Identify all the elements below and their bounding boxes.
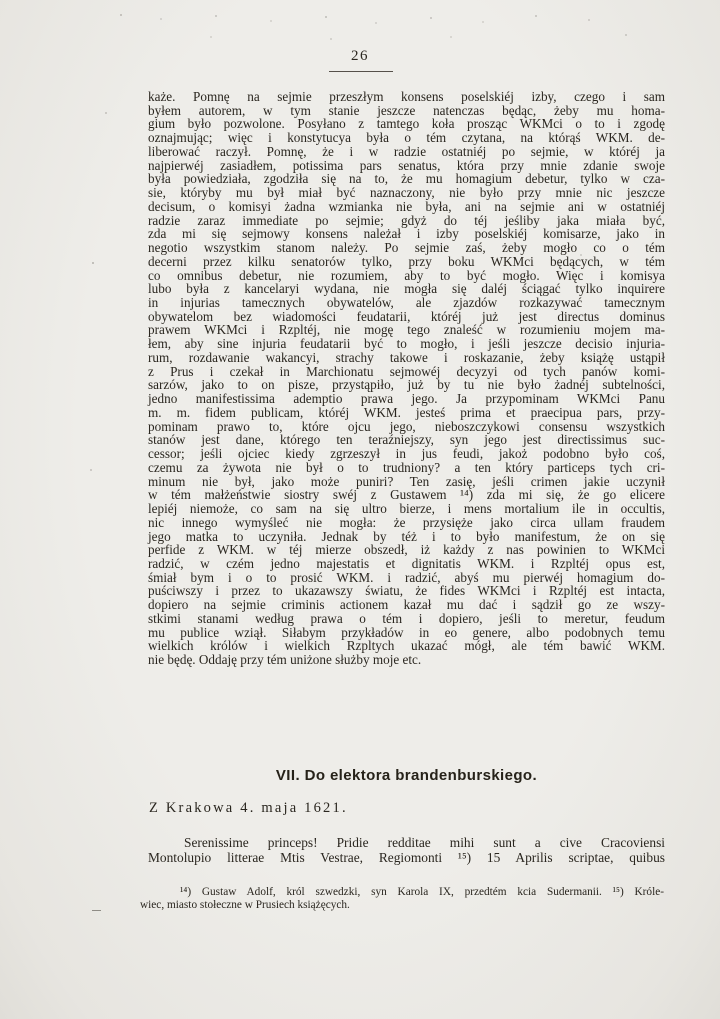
text-line: stkimi stanami według prawa o tém i dopiero, jeśli to meretur, feudum bbox=[148, 610, 665, 626]
text-line: in injurias tamecznych obywatelów, ale zjazdów rozkazywać tamecznym bbox=[148, 295, 665, 311]
text-line: sarzów, jako to on pisze, przystąpiło, już by tu nie było żadnéj subtelności, bbox=[148, 377, 665, 393]
text-line: gium było pozwolone. Posyłano z tamtego koła prosząc WKMci o to i zgodę bbox=[148, 116, 665, 132]
text-line: lepiéj niemoże, co sam na się ultro bierze, i mens mortalium ile in occultis, bbox=[148, 501, 665, 517]
text-line: była powiedziała, zgodziła się na to, że mu homagium debetur, tylko w cza- bbox=[148, 171, 665, 187]
text-line: negotio wszystkim stanom należy. Po sejmie zaś, żeby mogło co o tém bbox=[148, 240, 665, 256]
text-line: nie będę. Oddaję przy tém uniżone służby moje etc. bbox=[148, 652, 422, 668]
text-line: jego matka to uczyniła. Jednak by téż i to było manifestum, że on się bbox=[148, 528, 665, 544]
text-line: Montolupio litterae Mtis Vestrae, Regiomonti ¹⁵) 15 Aprilis scriptae, quibus bbox=[148, 850, 665, 865]
scan-speck-artifacts bbox=[120, 14, 122, 16]
text-line: mu publice wziął. Siłabym przykładów in eo genere, albo podobnych temu bbox=[148, 624, 665, 640]
text-line: prawem WKMci i Rzpltéj, nie mogę tego znaleść w rozumieniu mojem ma- bbox=[148, 322, 665, 338]
footnote-line: wiec, miasto stołeczne w Prusiech książęcych. bbox=[140, 899, 350, 912]
text-line: stanów jest dane, którego ten teraźniejszy, syn jego jest directissimus suc- bbox=[148, 432, 665, 448]
text-line: pominam prawo to, które ojcu jego, nieboszczykowi consensu wszystkich bbox=[148, 418, 665, 434]
text-line: z Prus i czekał in Marchionatu sejmowéj decyzyi od tych panów komi- bbox=[148, 363, 665, 379]
text-line: dopiero na sejmie criminis actionem kazał mu dać i sądził go ze wszy- bbox=[148, 597, 665, 613]
text-line: wielkich królów i wielkich Rzpltych ukazać mógł, ale tém bawić WKM. bbox=[148, 638, 665, 654]
text-line: nic innego wymyśleć nie mogła: że przysięże jako circa ullam fraudem bbox=[148, 514, 665, 530]
text-line: oznajmując; więc i konstytucya była o tém czytana, na którąś WKM. de- bbox=[148, 130, 665, 146]
text-line: m. m. fidem publicam, któréj WKM. jesteś prima et praecipua pars, przy- bbox=[148, 404, 665, 420]
text-line: cessor; jeśli ojciec kiedy zgrzeszył in jus feudi, jakoż podobno było coś, bbox=[148, 446, 665, 462]
text-line: liberować raczył. Pomnę, że i w radzie ostatniéj po sejmie, w któréj ja bbox=[148, 143, 665, 159]
text-line: jedno manifestissima ademptio prawa jego. Ja przypominam WKMci Panu bbox=[148, 391, 665, 407]
text-line: obywatelom bez wiadomości feudatarii, któréj już jest directus dominus bbox=[148, 308, 665, 324]
letter-vi-paragraph bbox=[148, 90, 665, 667]
text-line: perfide z WKM. w téj mierze obszedł, iż każdy z nas powinien to WKMci bbox=[148, 542, 665, 558]
text-line: puściwszy i przez to ukazawszy światu, że fides WKMci i Rzpltéj est intacta, bbox=[148, 583, 665, 599]
text-line: decerni przez kilku senatorów tylko, przy boku WKMci będących, w tém bbox=[148, 253, 665, 269]
dateline: Z Krakowa 4. maja 1621. bbox=[149, 800, 348, 816]
text-line: minum nie był, jako może puniri? Ten zasię, jeśli crimen jakie uczynił bbox=[148, 473, 665, 489]
text-line: w tém małżeństwie siostry swéj z Gustawem ¹⁴) zda mi się, że go elicere bbox=[148, 487, 665, 503]
text-line: radzić, w czém jedno majestatis et dignitatis WKM. i Rzpltéj opus est, bbox=[148, 555, 665, 571]
text-line: łem, aby sine injuria feudatarii być to mogło, i jeśli jeszcze decisio injuria- bbox=[148, 336, 665, 352]
text-line: lubo była z kancelaryi wydana, nie mogła się daléj ściągać tylko inquirere bbox=[148, 281, 665, 297]
text-line: śmiał bym i o to prosić WKM. i radzić, abyś mu pierwéj homagium do- bbox=[148, 569, 665, 585]
text-line: co omnibus debetur, nie rozumiem, aby to być mogło. Więc i komisya bbox=[148, 267, 665, 283]
section-vii-heading: VII. Do elektora brandenburskiego. bbox=[275, 767, 538, 784]
text-line: rum, rozdawanie wakancyi, strachy takowe i roskazanie, żeby książę ustąpił bbox=[148, 349, 665, 365]
text-line: najpierwéj zasiadłem, potissima pars senatus, która przy mnie zdanie swoje bbox=[148, 157, 665, 173]
text-line: byłem autorem, w tym stanie jeszcze natenczas będąc, żeby mu homa- bbox=[148, 102, 665, 118]
section-vii-paragraph bbox=[148, 835, 665, 865]
text-line: sie, któryby mu był miał być naznaczony, nie było przy mnie nic jeszcze bbox=[148, 185, 665, 201]
text-line: decisum, o komisyi żadna wzmianka nie była, ani na sejmie ani w ostatniéj bbox=[148, 198, 665, 214]
text-line: zda mi się sejmowy konsens należał i izby poselskiéj komisarze, jako in bbox=[148, 226, 665, 242]
text-line: każe. Pomnę na sejmie przeszłym konsens poselskiéj izby, czego i sam bbox=[148, 89, 665, 104]
page-number: 26 bbox=[351, 48, 369, 64]
footnotes-block bbox=[140, 886, 664, 913]
text-line: Serenissime princeps! Pridie redditae mihi sunt a cive Cracoviensi bbox=[184, 835, 665, 850]
text-line: czemu za żywota nie był o to trudniony? a ten który particeps tych cri- bbox=[148, 459, 665, 475]
page-number-rule bbox=[329, 71, 393, 72]
margin-dash-artifact bbox=[92, 910, 101, 911]
footnote-line: ¹⁴) Gustaw Adolf, król szwedzki, syn Karola IX, przedtém kcia Sudermanii. ¹⁵) Króle- bbox=[180, 886, 664, 898]
text-line: radzie zaraz immediate po sejmie; gdyż do téj jeśliby jaka miała być, bbox=[148, 212, 665, 228]
